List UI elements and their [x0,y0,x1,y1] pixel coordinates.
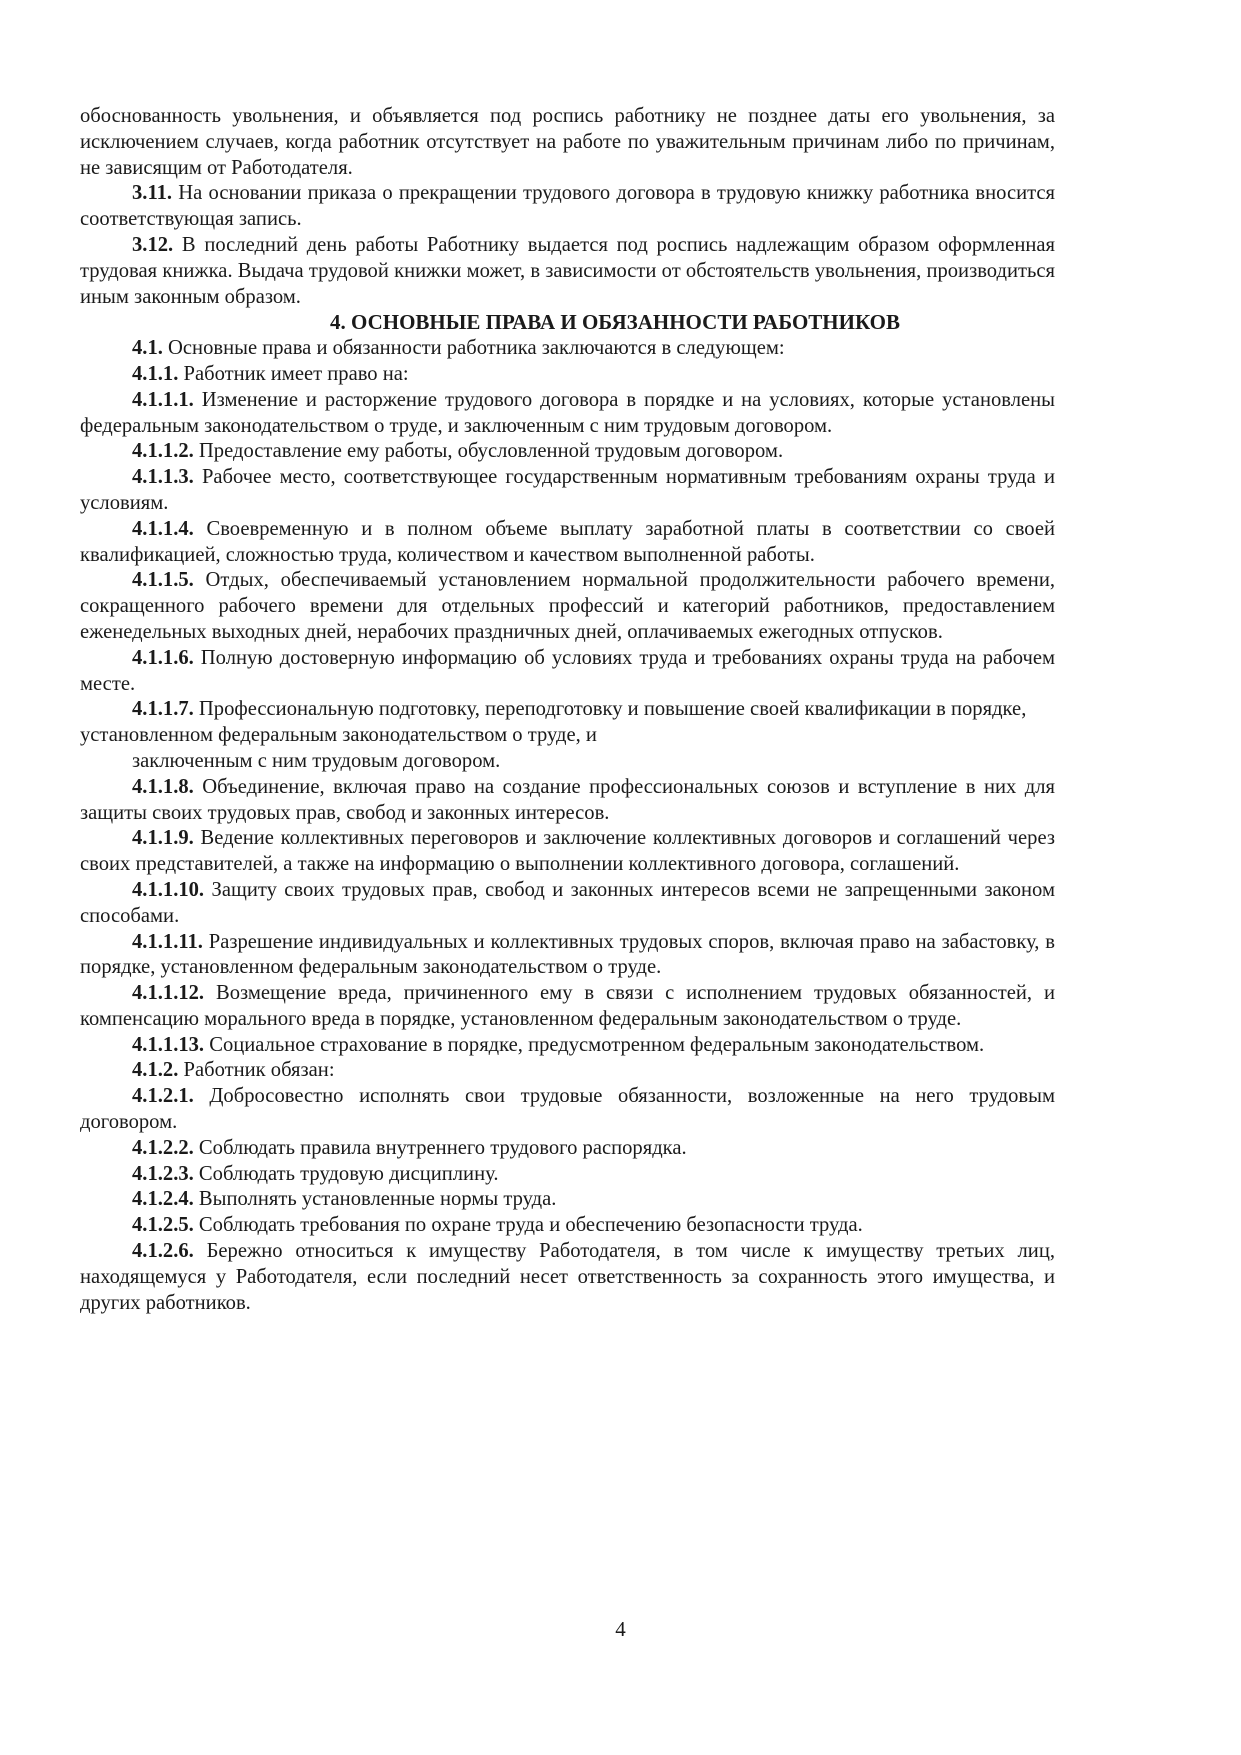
paragraph-text: обоснованность увольнения, и объявляется под роспись работнику не позднее даты его увольнения, за исключением случаев, когда работник отсутствует на работе по уважительным причинам либо по причинам, не зависящим от Работодателя. [80,105,1055,179]
clause-number: 4.1.1.12. [132,982,205,1005]
clause-4-1-1-9 [80,826,1055,878]
clause-text: Своевременную и в полном объеме выплату заработной платы в соответствии со своей квалификацией, сложностью труда, количеством и качеством выполненной работы. [80,517,1055,566]
clause-number: 4.1.1.13. [132,1033,205,1056]
clause-text: Работник обязан: [178,1059,335,1082]
clause-text: Возмещение вреда, причиненного ему в связи с исполнением трудовых обязанностей, и компенсацию морального вреда в порядке, установленном федеральным законодательством о труде. [80,982,1055,1030]
clause-text: Основные права и обязанности работника заключаются в следующем: [162,337,785,360]
clause-4-1-1-8 [80,775,1055,827]
clause-text: В последний день работы Работнику выдается под роспись надлежащим образом оформленная трудовая книжка. Выдача трудовой книжки может, в зависимости от обстоятельств увольнения, производиться иным законным образом. [80,233,1055,308]
clause-number: 4.1.1.3. [132,466,194,489]
clause-number: 3.11. [132,182,173,205]
clause-text: Разрешение индивидуальных и коллективных трудовых споров, включая право на забастовку, в порядке, установленном федеральным законодательством о труде. [80,930,1055,979]
clause-4-1-1-1 [80,388,1055,440]
clause-4-1-1-4 [80,517,1055,569]
clause-4-1-2-2 [80,1136,1055,1162]
clause-text: Полную достоверную информацию об условиях труда и требованиях охраны труда на рабочем месте. [80,646,1055,695]
clause-number: 4.1.1.2. [132,440,194,463]
clause-number: 4.1.1.6. [132,646,194,669]
clause-text: Работник имеет право на: [178,362,409,385]
clause-number: 4.1.2.5. [132,1214,194,1237]
clause-4-1-1-10 [80,878,1055,930]
clause-number: 3.12. [132,233,174,256]
clause-number: 4.1.1.11. [132,930,203,953]
clause-4-1-2-5 [80,1213,1055,1239]
clause-number: 4.1.1.4. [132,517,194,540]
clause-4-1 [80,336,1055,362]
document-page [80,104,1055,1316]
clause-text: Ведение коллективных переговоров и заключение коллективных договоров и соглашений через своих представителей, а также на информацию о выполнении коллективного договора, соглашений. [80,827,1055,876]
clause-text: Выполнять установленные нормы труда. [193,1188,557,1211]
clause-4-1-2-6 [80,1239,1055,1316]
clause-number: 4.1.1. [132,362,179,385]
clause-number: 4.1.2.4. [132,1188,194,1211]
clause-4-1-1-11 [80,930,1055,982]
clause-text: заключенным с ним трудовым договором. [132,749,501,772]
clause-text: Профессиональную подготовку, переподготовку и повышение своей квалификации в порядке, установленном федеральным законодательством о труде, и [80,698,1027,747]
clause-4-1-1-6 [80,646,1055,698]
clause-text: Соблюдать правила внутреннего трудового распорядка. [193,1136,687,1159]
clause-number: 4.1.1.8. [132,775,194,798]
clause-text: Бережно относиться к имуществу Работодателя, в том числе к имуществу третьих лиц, находящемуся у Работодателя, если последний несет ответственность за сохранность этого имущества, и других работников. [80,1240,1055,1314]
page-number: 4 [615,1617,626,1641]
clause-4-1-1-12 [80,981,1055,1033]
clause-text: Объединение, включая право на создание профессиональных союзов и вступление в них для защиты своих трудовых прав, свобод и законных интересов. [80,775,1055,824]
section-heading: 4. ОСНОВНЫЕ ПРАВА И ОБЯЗАННОСТИ РАБОТНИКОВ [329,310,901,335]
clause-4-1-1-3 [80,465,1055,517]
clause-3-11 [80,181,1055,233]
clause-text: Социальное страхование в порядке, предусмотренном федеральным законодательством. [204,1033,985,1056]
clause-text: Соблюдать трудовую дисциплину. [193,1162,499,1185]
clause-number: 4.1.1.10. [132,878,205,901]
clause-number: 4.1.2.1. [132,1085,194,1108]
clause-4-1-2 [80,1058,1055,1084]
clause-text: Отдых, обеспечиваемый установлением нормальной продолжительности рабочего времени, сокращенного рабочего времени для отдельных профессий и категорий работников, предоставлением еженедельных выходных дней, нерабочих праздничных дней, оплачиваемых ежегодных отпусков. [80,569,1055,643]
clause-text: Предоставление ему работы, обусловленной трудовым договором. [193,440,784,463]
clause-text: Добросовестно исполнять свои трудовые обязанности, возложенные на него трудовым договором. [80,1085,1055,1134]
clause-4-1-2-4 [80,1187,1055,1213]
clause-text: Защиту своих трудовых прав, свобод и законных интересов всеми не запрещенными законом способами. [80,878,1055,927]
clause-4-1-1-2 [80,439,1055,465]
clause-text: На основании приказа о прекращении трудового договора в трудовую книжку работника вносится соответствующая запись. [80,182,1055,231]
clause-text: Соблюдать требования по охране труда и обеспечению безопасности труда. [193,1214,863,1237]
clause-text: Изменение и расторжение трудового договора в порядке и на условиях, которые установлены федеральным законодательством о труде, и заключенным с ним трудовым договором. [80,388,1055,437]
clause-number: 4.1.2. [132,1059,179,1082]
clause-3-12 [80,233,1055,310]
clause-number: 4.1. [132,337,163,360]
clause-number: 4.1.2.2. [132,1136,194,1159]
clause-number: 4.1.1.9. [132,827,194,850]
clause-4-1-1-7-continuation [80,749,1055,775]
clause-number: 4.1.1.5. [132,569,194,592]
clause-number: 4.1.2.3. [132,1162,194,1185]
clause-4-1-1 [80,362,1055,388]
clause-number: 4.1.1.1. [132,388,194,411]
clause-4-1-1-5 [80,568,1055,645]
clause-number: 4.1.2.6. [132,1240,194,1263]
clause-4-1-1-13 [80,1033,1055,1059]
clause-text: Рабочее место, соответствующее государственным нормативным требованиям охраны труда и условиям. [80,466,1055,514]
clause-number: 4.1.1.7. [132,698,194,721]
paragraph-continuation [80,104,1055,181]
clause-4-1-2-1 [80,1084,1055,1136]
clause-4-1-1-7 [80,697,1055,749]
clause-4-1-2-3 [80,1162,1055,1188]
